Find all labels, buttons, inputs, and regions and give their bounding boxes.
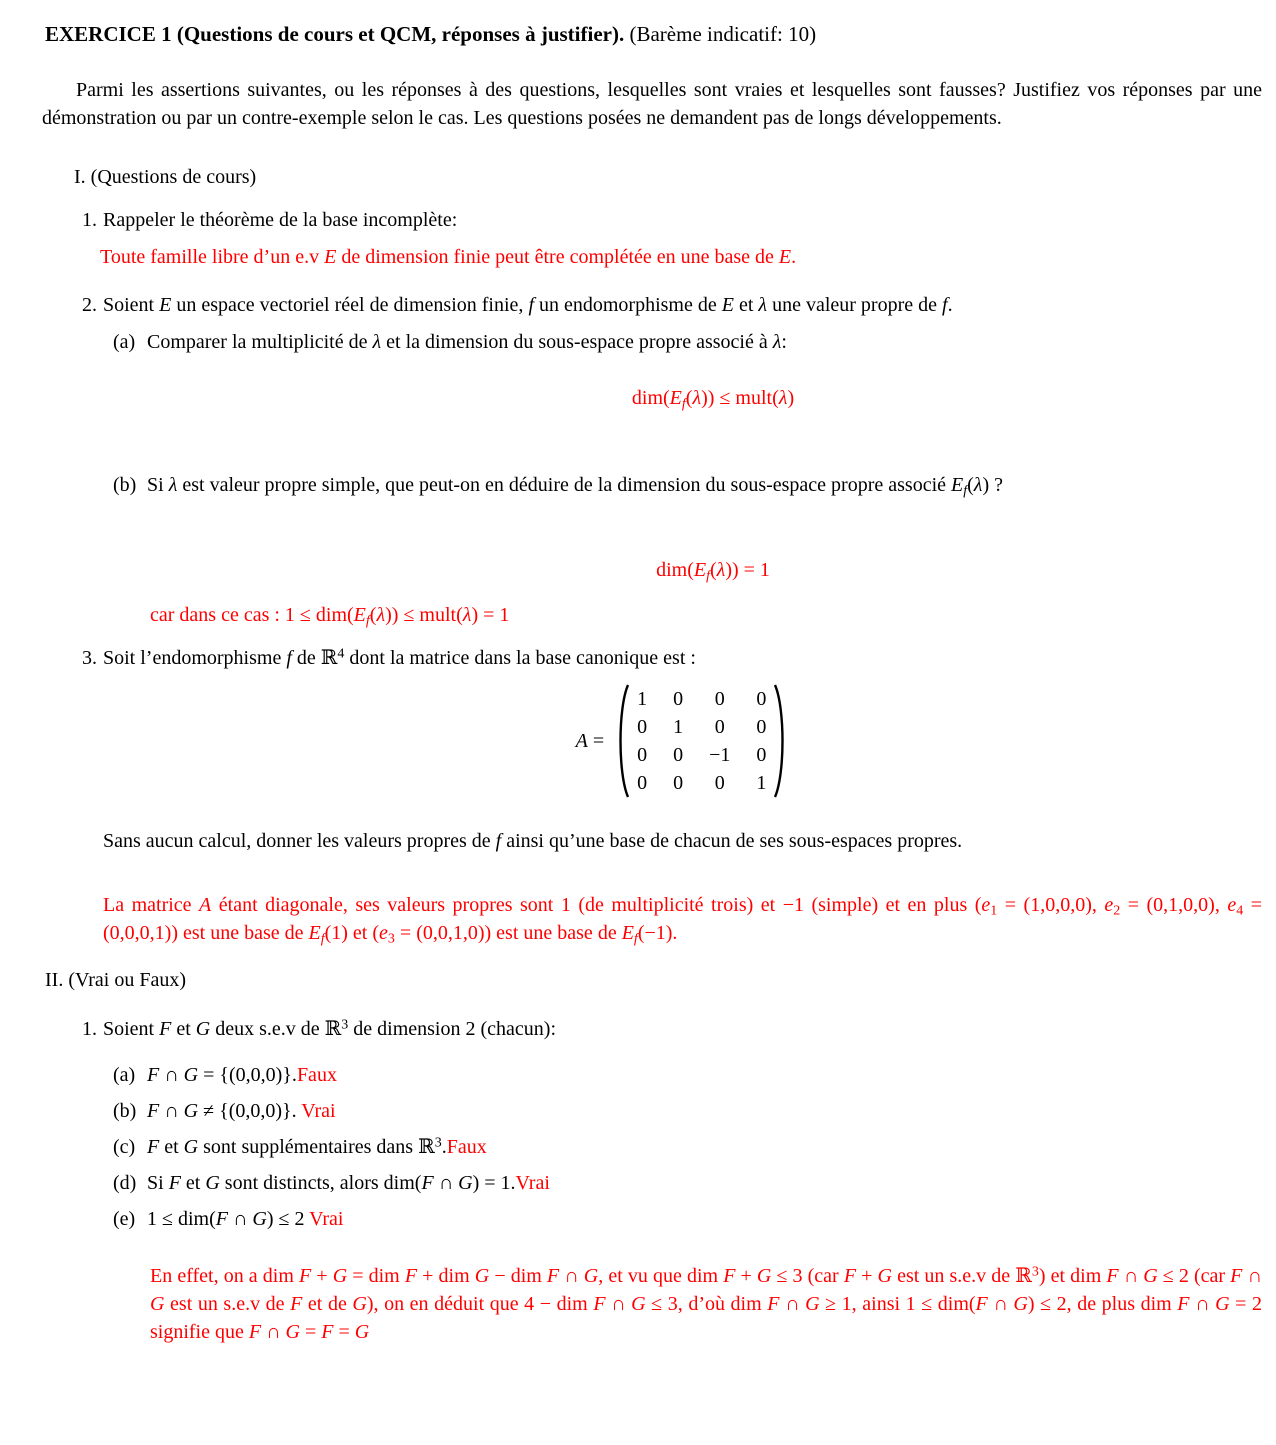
vf-question-1 [0,1015,1262,1043]
matrix-cell: 0 [637,744,648,766]
matrix-equation [103,682,1262,800]
answer-3: La matrice A étant diagonale, ses valeurs propres sont 1 (de multiplicité trois) et −1 (simple) et en plus ($e_1 = (1,0,0,0)$, $e_2 = (0,1,0,0)$, $e_4 = (0,0,0,1)$) est une base de $E_f(1)$ et $(e_3 = (0,0,1,0))$ est une base de $E_f(-1)$. [103,894,1262,947]
matrix-cell: 1 [637,688,648,710]
matrix-lhs: A = [575,730,605,752]
answer-2a-equation: $dim(E_f(\lambda))$ ≤ mult(λ) [631,387,795,412]
vf-item-e-text: 1 ≤ dim(F ∩ G) ≤ 2 Vrai [147,1208,344,1230]
vf-question-1-text: Soient F et G deux s.e.v de ℝ$^3$ de dimension 2 (chacun): [103,1017,556,1040]
matrix-cell: 0 [756,716,767,738]
answer-1: Toute famille libre d’un e.v E de dimension finie peut être complétée en une base de E. [100,246,797,268]
vf-item-c-label: (c) [113,1136,136,1158]
question-2 [0,291,1262,319]
vf-question-1-number: 1. [82,1018,97,1040]
matrix-cell: 0 [756,688,767,710]
question-3-followup: Sans aucun calcul, donner les valeurs propres de f ainsi qu’une base de chacun de ses sous-espaces propres. [103,830,963,852]
question-3-number: 3. [82,647,97,669]
matrix-right-paren [773,682,789,800]
matrix-cell: 0 [714,772,725,794]
vf-item-a [0,1061,1262,1089]
question-2a [0,328,1262,356]
matrix-cell: −1 [709,744,731,766]
answer-2b-equation: $dim(E_f(\lambda)) = 1$ [656,559,770,584]
vf-item-d-label: (d) [113,1172,137,1194]
vf-item-d-text: Si F et G sont distincts, alors dim(F ∩ G) = 1.Vrai [147,1172,550,1194]
matrix-cell: 1 [756,772,767,794]
section-1-heading: I. (Questions de cours) [74,166,257,188]
vf-item-b-label: (b) [113,1100,137,1122]
question-2a-text: Comparer la multiplicité de λ et la dimension du sous-espace propre associé à λ: [147,331,787,353]
intro-paragraph: Parmi les assertions suivantes, ou les réponses à des questions, lesquelles sont vraies et lesquelles sont fausses? Justifiez vos réponses par une démonstration ou par un contre-exemple selon le cas. Les questions posées ne demandent pas de longs développements. [42,79,1262,129]
matrix-left-paren [614,682,630,800]
vf-item-b [0,1097,1262,1125]
question-2b-label: (b) [113,474,137,496]
question-1 [0,206,1262,234]
matrix-cell: 0 [673,688,684,710]
matrix [630,685,773,797]
question-2b-text: Si λ est valeur propre simple, que peut-on en déduire de la dimension du sous-espace propre associé $E_f(\lambda)$ ? [147,474,1004,499]
page-title: EXERCICE 1 (Questions de cours et QCM, réponses à justifier). (Barème indicatif: 10) [45,22,817,46]
question-2-number: 2. [82,294,97,316]
question-2a-label: (a) [113,331,136,353]
question-3-text: Soit l’endomorphisme f de ℝ$^4$ dont la matrice dans la base canonique est : [103,646,696,669]
matrix-cell: 1 [673,716,684,738]
answer-2b-note: car dans ce cas : $1 \le dim(E_f(\lambda))$ ≤ mult(λ) = 1 [150,604,510,629]
vf-item-e [0,1205,1262,1233]
matrix-cell: 0 [714,716,725,738]
matrix-cell: 0 [637,772,648,794]
matrix-cell: 0 [756,744,767,766]
matrix-cell: 0 [637,716,648,738]
matrix-cell: 0 [673,772,684,794]
question-1-text: Rappeler le théorème de la base incomplète: [103,209,458,231]
question-3 [0,644,1262,672]
matrix-cell: 0 [673,744,684,766]
section-2-heading: II. (Vrai ou Faux) [45,969,186,991]
vf-item-b-text: F ∩ G ≠ {(0,0,0)}. Vrai [147,1100,336,1122]
vf-item-a-text: F ∩ G = {(0,0,0)}.Faux [147,1064,337,1086]
question-1-number: 1. [82,209,97,231]
vf-item-a-label: (a) [113,1064,136,1086]
question-2b [0,471,1262,499]
question-2-text: Soient E un espace vectoriel réel de dimension finie, f un endomorphisme de E et λ une valeur propre de f. [103,294,953,316]
vf-justification: En effet, on a dim F + G = dim F + dim G − dim F ∩ G, et vu que dim F + G ≤ 3 (car F + G est un s.e.v de ℝ$^3$) et dim F ∩ G ≤ 2 (car F ∩ G est un s.e.v de F et de G), on en déduit que 4 − dim F ∩ G ≤ 3, d’où dim F ∩ G ≥ 1, ainsi 1 ≤ dim(F ∩ G) ≤ 2, de plus dim F ∩ G = 2 signifie que F ∩ G = F = G [150,1264,1263,1343]
matrix-cell: 0 [714,688,725,710]
vf-item-c [0,1133,1262,1161]
vf-item-e-label: (e) [113,1208,136,1230]
vf-item-d [0,1169,1262,1197]
vf-item-c-text: F et G sont supplémentaires dans ℝ$^3$.Faux [147,1135,487,1158]
